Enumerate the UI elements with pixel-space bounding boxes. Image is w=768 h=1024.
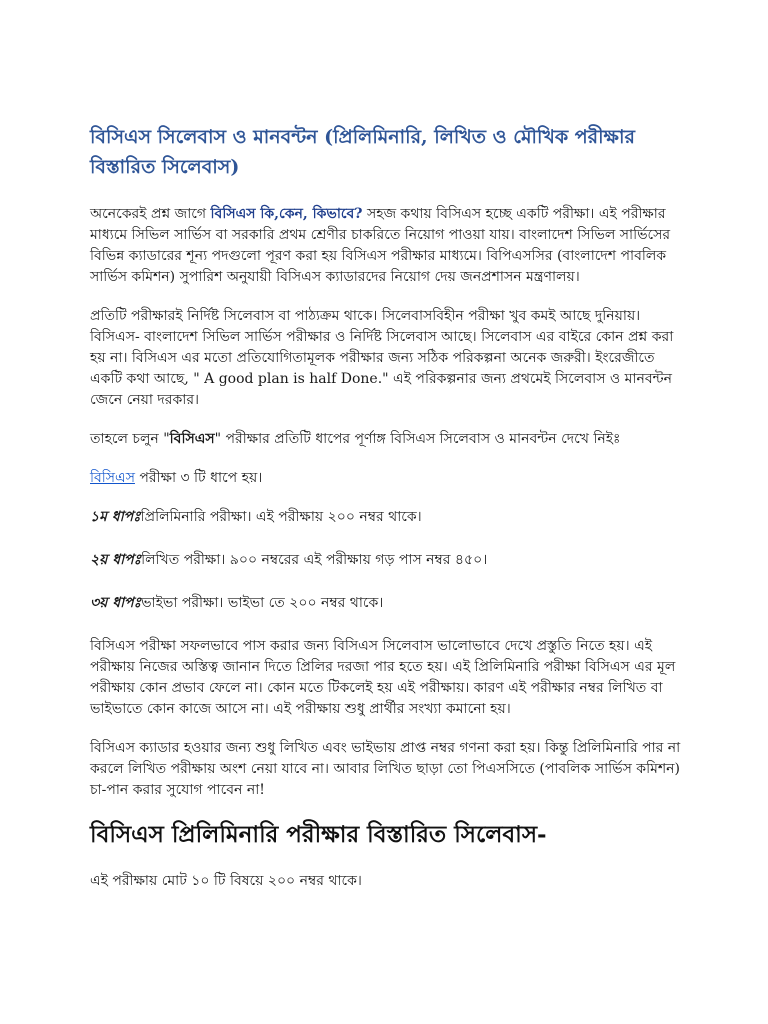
page-title: বিসিএস সিলেবাস ও মানবন্টন (প্রিলিমিনারি, লিখিত ও মৌখিক পরীক্ষার বিস্তারিত সিলেবাস) [90,126,635,178]
section-heading: বিসিএস প্রিলিমিনারি পরীক্ষার বিস্তারিত সিলেবাস- [90,821,547,848]
stage-row [90,550,688,571]
stages-intro-text: পরীক্ষা ৩ টি ধাপে হয়। [134,470,263,486]
lets-see-bold: বিসিএস [169,431,215,447]
intro-text-1: অনেকেরই প্রশ্ন জাগে [90,206,211,222]
lets-see-text-2: " পরীক্ষার প্রতিটি ধাপের পূর্ণাঙ্গ বিসিএস সিলেবাস ও মানবন্টন দেখে নিইঃ [214,431,621,447]
bcs-link[interactable]: বিসিএস [90,470,135,486]
stage-text: লিখিত পরীক্ষা। ৯০০ নম্বরের এই পরীক্ষায় গড় পাস নম্বর ৪৫০। [141,552,488,568]
intro-paragraph [90,204,688,288]
stage-label: ৩য় ধাপঃ [90,595,142,611]
prelim-paragraph: বিসিএস পরীক্ষা সফলভাবে পাস করার জন্য বিসিএস সিলেবাস ভালোভাবে দেখে প্রস্তুতি নিতে হয়। এই পরীক্ষায় নিজের অস্তিত্ব জানান দিতে প্রিলির দরজা পার হতে হয়। এই প্রিলিমিনারি পরীক্ষা বিসিএস এর মূল পরীক্ষায় কোন প্রভাব ফেলে না। কোন মতে টিকলেই হয় এই পরীক্ষায়। কারণ এই পরীক্ষার নম্বর লিখিত বা ভাইভাতে কোন কাজে আসে না। এই পরীক্ষায় শুধু প্রার্থীর সংখ্যা কমানো হয়। [90,638,676,717]
stage-label: ১ম ধাপঃ [90,509,141,525]
stage-row [90,507,688,528]
lets-see-text-1: তাহলে চলুন " [90,431,170,447]
intro-highlight: বিসিএস কি,কেন, কিভাবে? [210,206,363,222]
syllabus-paragraph: প্রতিটি পরীক্ষারই নির্দিষ্ট সিলেবাস বা পাঠ্যক্রম থাকে। সিলেবাসবিহীন পরীক্ষা খুব কমই আছে দুনিয়ায়। বিসিএস- বাংলাদেশ সিভিল সার্ভিস পরীক্ষার ও নির্দিষ্ট সিলেবাস আছে। সিলেবাস এর বাইরে কোন প্রশ্ন করা হয় না। বিসিএস এর মতো প্রতিযোগিতামূলক পরীক্ষার জন্য সঠিক পরিকল্পনা অনেক জরুরী। ইংরেজীতে একটি কথা আছে, " A good plan is half Done." এই পরিকল্পনার জন্য প্রথমেই সিলেবাস ও মানবন্টন জেনে নেয়া দরকার। [90,308,674,408]
intro-text-2: সহজ কথায় বিসিএস হচ্ছে একটি পরীক্ষা। এই পরীক্ষার মাধ্যমে সিভিল সার্ভিস বা সরকারি প্রথম শ্রেণীর চাকরিতে নিয়োগ পাওয়া যায়। বাংলাদেশ সিভিল সার্ভিসের বিভিন্ন ক্যাডারের শূন্য পদগুলো পূরণ করা হয় বিসিএস পরীক্ষার মাধ্যমে। বিপিএসসির (বাংলাদেশ পাবলিক সার্ভিস কমিশন) সুপারিশ অনুযায়ী বিসিএস ক্যাডারদের নিয়োগ দেয় জনপ্রশাসন মন্ত্রণালয়। [90,206,671,285]
stage-text: প্রিলিমিনারি পরীক্ষা। এই পরীক্ষায় ২০০ নম্বর থাকে। [140,509,422,525]
stage-text: ভাইভা পরীক্ষা। ভাইভা তে ২০০ নম্বর থাকে। [141,595,384,611]
subjects-paragraph: এই পরীক্ষায় মোট ১০ টি বিষয়ে ২০০ নম্বর থাকে। [90,873,362,889]
stages-intro [90,468,688,489]
lets-see-paragraph [90,429,688,450]
cadre-paragraph: বিসিএস ক্যাডার হওয়ার জন্য শুধু লিখিত এবং ভাইভায় প্রাপ্ত নম্বর গণনা করা হয়। কিন্তু প্রিলিমিনারি পার না করলে লিখিত পরীক্ষায় অংশ নেয়া যাবে না। আবার লিখিত ছাড়া তো পিএসসিতে (পাবলিক সার্ভিস কমিশন) চা-পান করার সুযোগ পাবেন না! [90,740,681,798]
stage-label: ২য় ধাপঃ [90,552,142,568]
stage-row [90,593,688,614]
